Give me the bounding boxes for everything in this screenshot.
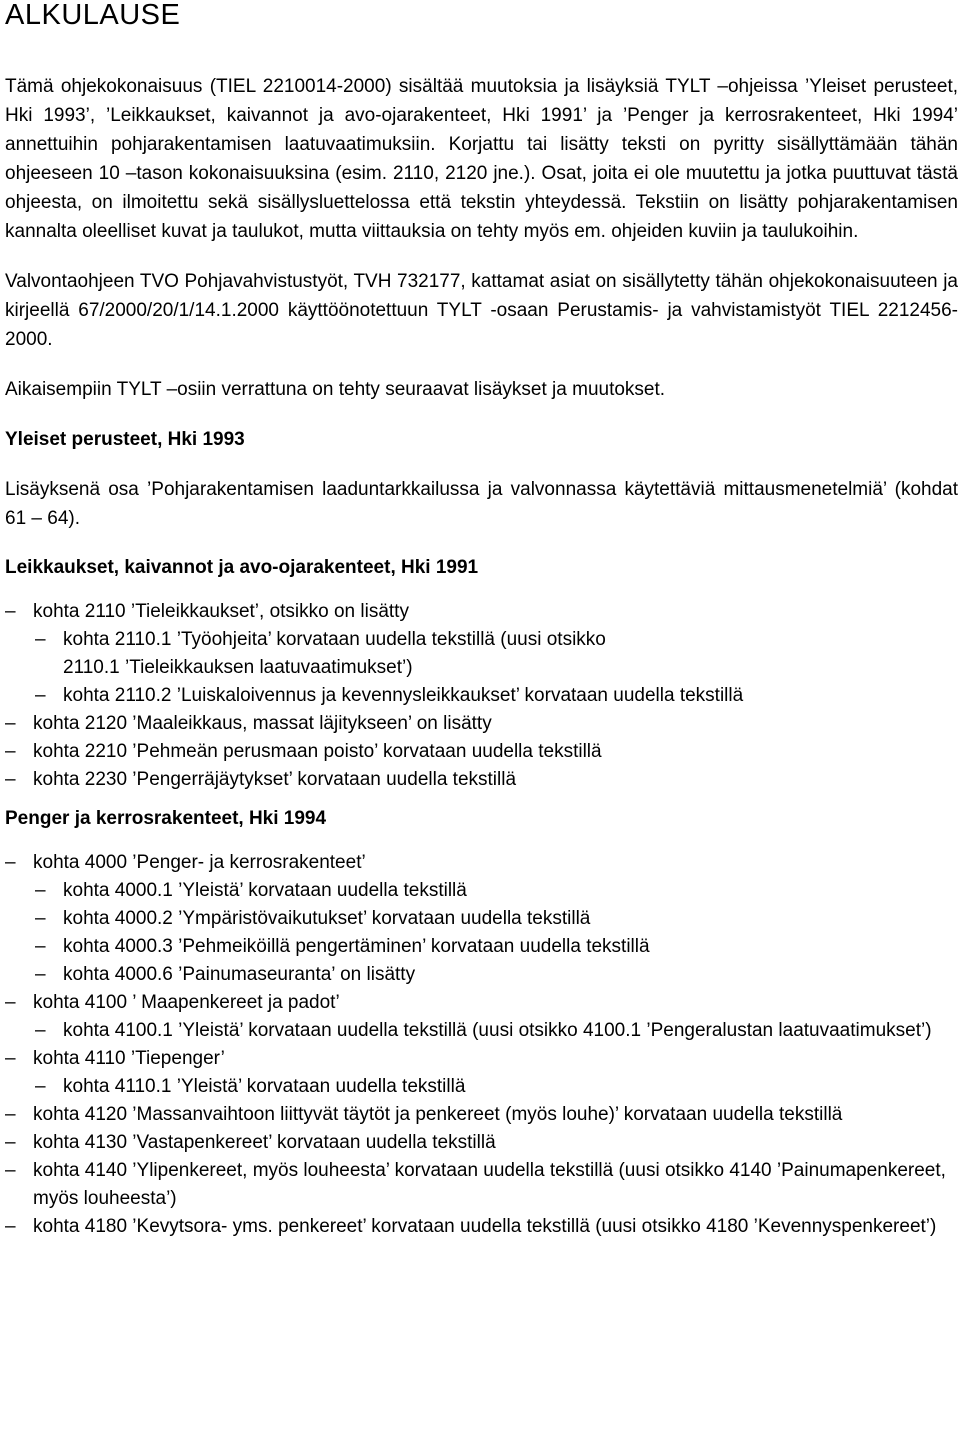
dash-bullet: – [35, 1076, 46, 1097]
list-item-text: kohta 4180 ’Kevytsora- yms. penkereet’ korvataan uudella tekstillä (uusi otsikko 4180 ’Kevennyspenkereet’) [33, 1216, 937, 1237]
list-item [5, 1101, 958, 1129]
yleiset-paragraph: Lisäyksenä osa ’Pohjarakentamisen laaduntarkkailussa ja valvonnassa käytettäviä mittausmenetelmiä’ (kohdat 61 – 64). [5, 479, 958, 529]
list-item-text: kohta 2210 ’Pehmeän perusmaan poisto’ korvataan uudella tekstillä [33, 741, 602, 762]
list-item-text: kohta 4110 ’Tiepenger’ [33, 1048, 225, 1069]
dash-bullet: – [5, 1132, 16, 1153]
list-item-text: kohta 4130 ’Vastapenkereet’ korvataan uudella tekstillä [33, 1132, 496, 1153]
list-item-text: kohta 4110.1 ’Yleistä’ korvataan uudella tekstillä [63, 1076, 466, 1097]
list-item [5, 1045, 958, 1073]
list-item-text: kohta 4000.3 ’Pehmeiköillä pengertäminen’ korvataan uudella tekstillä [63, 936, 650, 957]
list-item-text: kohta 4100 ’ Maapenkereet ja padot’ [33, 992, 340, 1013]
list-item-text: kohta 2110.2 ’Luiskaloivennus ja kevennysleikkaukset’ korvataan uudella tekstillä [63, 685, 744, 706]
list-item [5, 1157, 958, 1213]
list-item-text: kohta 2120 ’Maaleikkaus, massat läjitykseen’ on lisätty [33, 713, 492, 734]
intro-paragraph: Tämä ohjekokonaisuus (TIEL 2210014-2000) sisältää muutoksia ja lisäyksiä TYLT –ohjeissa ’Yleiset perusteet, Hki 1993’, ’Leikkaukset, kaivannot ja avo-ojarakenteet, Hki 1991’ ja ’Penger ja kerrosrakenteet, Hki 1994’ annettuihin pohjarakentamisen laatuvaatimuksiin. Korjattu tai lisätty teksti on pyritty sisällyttämään tähän ohjeeseen 10 –tason kokonaisuuksina (esim. 2110, 2120 jne.). Osat, joita ei ole muutettu ja jotka puuttuvat tästä ohjeesta, on ilmoitettu sekä sisällysluettelossa että tekstin yhteydessä. Tekstiin on lisätty pohjarakentamisen kannalta oleelliset kuvat ja taulukot, mutta viittauksia on tehty myös em. ohjeiden kuviin ja taulukoihin. [5, 76, 958, 242]
dash-bullet: – [35, 629, 46, 650]
dash-bullet: – [5, 1104, 16, 1125]
list-item-text: kohta 4000.6 ’Painumaseuranta’ on lisätty [63, 964, 416, 985]
list-item-text: kohta 2110.1 ’Työohjeita’ korvataan uudella tekstillä (uusi otsikko 2110.1 ’Tieleikkauksen laatuvaatimukset’) [63, 629, 606, 678]
dash-bullet: – [35, 685, 46, 706]
list-item-text: kohta 4000.1 ’Yleistä’ korvataan uudella tekstillä [63, 880, 467, 901]
list-item [5, 626, 958, 682]
aiemmat-paragraph: Aikaisempiin TYLT –osiin verrattuna on tehty seuraavat lisäykset ja muutokset. [5, 379, 666, 400]
dash-bullet: – [5, 992, 16, 1013]
list-item [5, 766, 958, 794]
list-item [5, 933, 958, 961]
list-item-text: kohta 2230 ’Pengerräjäytykset’ korvataan uudella tekstillä [33, 769, 517, 790]
dash-bullet: – [5, 769, 16, 790]
list-item [5, 1129, 958, 1157]
page-title: ALKULAUSE [5, 0, 181, 31]
penger-list [5, 849, 958, 1241]
dash-bullet: – [5, 1160, 16, 1181]
dash-bullet: – [5, 1048, 16, 1069]
dash-bullet: – [5, 1216, 16, 1237]
dash-bullet: – [5, 741, 16, 762]
section-heading-penger: Penger ja kerrosrakenteet, Hki 1994 [5, 808, 327, 829]
dash-bullet: – [5, 852, 16, 873]
dash-bullet: – [5, 601, 16, 622]
dash-bullet: – [35, 880, 46, 901]
list-item-text: kohta 4000 ’Penger- ja kerrosrakenteet’ [33, 852, 366, 873]
section-heading-yleiset: Yleiset perusteet, Hki 1993 [5, 429, 245, 450]
list-item [5, 961, 958, 989]
valvonta-paragraph: Valvontaohjeen TVO Pohjavahvistustyöt, TVH 732177, kattamat asiat on sisällytetty tähän ohjekokonaisuuteen ja kirjeellä 67/2000/20/1/14.1.2000 käyttöönotettuun TYLT -osaan Perustamis- ja vahvistamistyöt TIEL 2212456-2000. [5, 271, 958, 350]
list-item [5, 738, 958, 766]
dash-bullet: – [5, 713, 16, 734]
list-item [5, 1073, 958, 1101]
list-item [5, 877, 958, 905]
list-item-text: kohta 4120 ’Massanvaihtoon liittyvät täytöt ja penkereet (myös louhe)’ korvataan uudella tekstillä [33, 1104, 843, 1125]
list-item [5, 710, 958, 738]
list-item [5, 598, 958, 626]
list-item [5, 1017, 958, 1045]
list-item [5, 682, 958, 710]
list-item [5, 989, 958, 1017]
dash-bullet: – [35, 964, 46, 985]
dash-bullet: – [35, 908, 46, 929]
leikkaukset-list [5, 598, 958, 794]
section-heading-leikkaukset: Leikkaukset, kaivannot ja avo-ojarakenteet, Hki 1991 [5, 557, 479, 578]
list-item-text: kohta 4000.2 ’Ympäristövaikutukset’ korvataan uudella tekstillä [63, 908, 591, 929]
list-item [5, 849, 958, 877]
document-page [5, 0, 958, 1241]
list-item-text: kohta 4100.1 ’Yleistä’ korvataan uudella tekstillä (uusi otsikko 4100.1 ’Pengeralustan laatuvaatimukset’) [63, 1020, 932, 1041]
list-item [5, 1213, 958, 1241]
list-item-text: kohta 4140 ’Ylipenkereet, myös louheesta’ korvataan uudella tekstillä (uusi otsikko 4140 ’Painumapenkereet, myös louheesta’) [33, 1160, 946, 1209]
dash-bullet: – [35, 936, 46, 957]
dash-bullet: – [35, 1020, 46, 1041]
list-item-text: kohta 2110 ’Tieleikkaukset’, otsikko on lisätty [33, 601, 409, 622]
list-item [5, 905, 958, 933]
